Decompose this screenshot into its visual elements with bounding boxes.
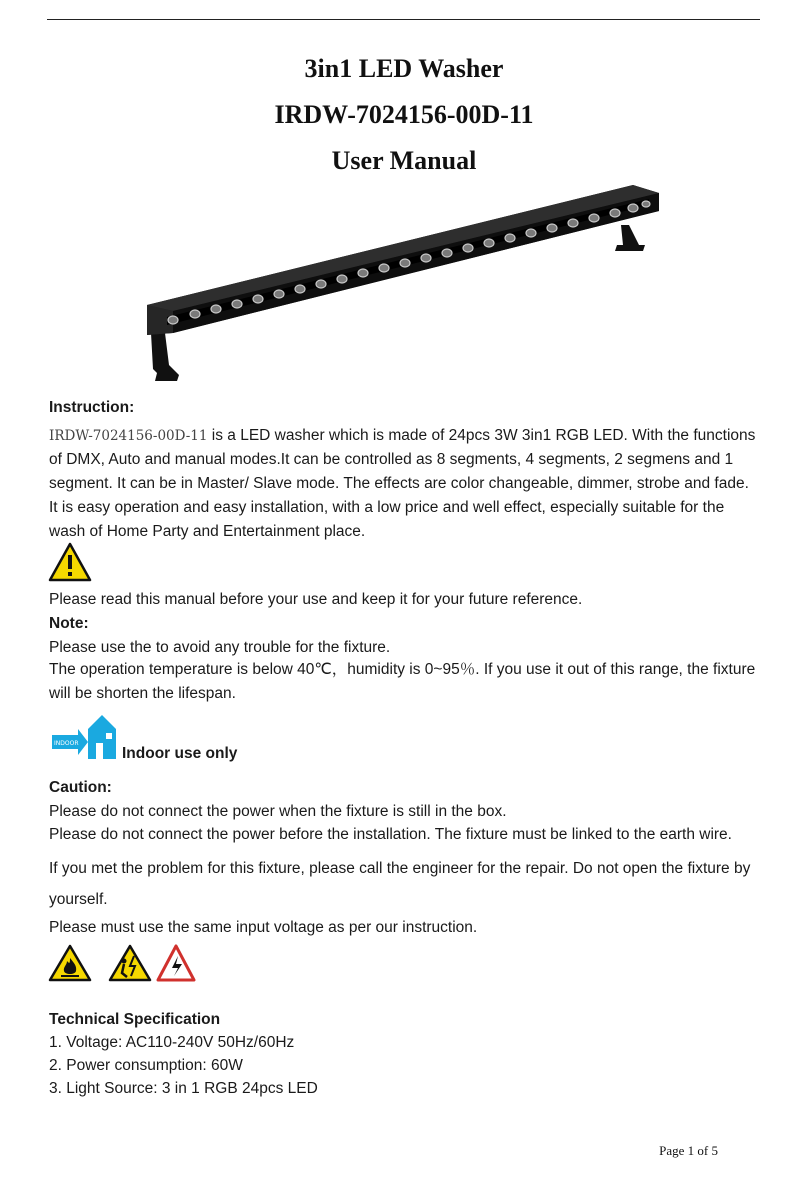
- caution-line-3: If you met the problem for this fixture, please call the engineer for the repair. Do not open the fixture by yourself.: [49, 860, 751, 908]
- led-wall-washer-bar-image: [143, 183, 663, 388]
- warning-triangle-icon: [48, 542, 92, 582]
- caution-heading: Caution:: [49, 779, 112, 796]
- caution-line-2: Please do not connect the power before the installation. The fixture must be linked to the earth wire.: [49, 826, 732, 843]
- instruction-heading: Instruction:: [49, 399, 135, 416]
- note-line-1: Please use the to avoid any trouble for the fixture.: [49, 639, 391, 656]
- spec-heading: Technical Specification: [49, 1011, 221, 1028]
- model-reference: IRDW-7024156-00D-11: [49, 428, 208, 444]
- instruction-body: is a LED washer which is made of 24pcs 3W 3in1 RGB LED. With the functions of DMX, Auto and manual modes.It can be controlled as 8 segments, 4 segments, 2 segmens and 1 segment. It can be in Master/ Slave mode. The effects are color changeable, dimmer, strobe and fade. It is easy operation and easy installation, with a low price and well effect, especially suitable for the wash of Home Party and Entertainment place.: [49, 427, 756, 540]
- indoor-house-icon: [52, 713, 116, 761]
- top-rule: [47, 19, 760, 20]
- note-line-2: The operation temperature is below 40℃，humidity is 0~95％. If you use it out of this range, the fixture will be shorten the lifespan.: [49, 661, 756, 702]
- warning-text: Please read this manual before your use and keep it for your future reference.: [49, 591, 583, 608]
- flammable-warning-icon: [48, 944, 92, 982]
- spec-item: 3. Light Source: 3 in 1 RGB 24pcs LED: [49, 1080, 318, 1097]
- high-voltage-warning-icon: [156, 944, 196, 982]
- note-heading: Note:: [49, 615, 89, 632]
- document-title: 3in1 LED Washer: [304, 54, 504, 83]
- manual-title: User Manual: [331, 146, 477, 175]
- spec-item: 2. Power consumption: 60W: [49, 1057, 243, 1074]
- instruction-paragraph: [49, 424, 761, 544]
- indoor-use-label: Indoor use only: [122, 745, 238, 762]
- caution-line-1: Please do not connect the power when the fixture is still in the box.: [49, 803, 507, 820]
- electric-shock-warning-icon: [108, 944, 152, 982]
- model-number-title: IRDW-7024156-00D-11: [274, 100, 534, 129]
- spec-item: 1. Voltage: AC110-240V 50Hz/60Hz: [49, 1034, 295, 1051]
- caution-line-4: Please must use the same input voltage as per our instruction.: [49, 919, 478, 936]
- indoor-icon-text: INDOOR: [54, 740, 79, 747]
- page-number: Page 1 of 5: [659, 1143, 718, 1158]
